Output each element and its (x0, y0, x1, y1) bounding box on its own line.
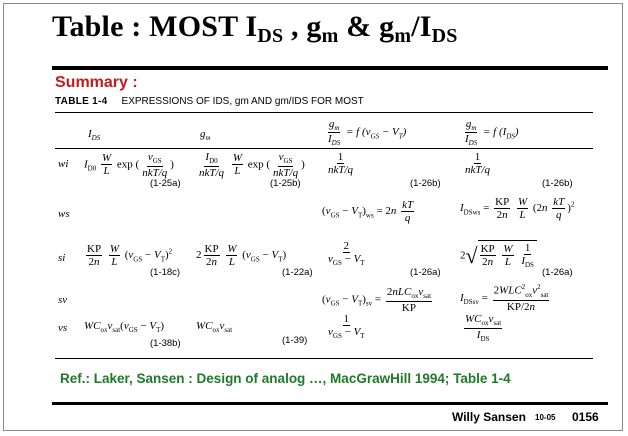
eqn-number: (1-22a) (282, 267, 313, 278)
eqn-number: (1-26a) (410, 267, 441, 278)
table-header-rule (55, 148, 593, 149)
eqn-number: (1-25a) (150, 178, 181, 189)
table-bottom-rule (55, 358, 593, 359)
row-label-wi: wi (58, 158, 69, 170)
row-label-si: si (58, 252, 66, 264)
formula-vs-gm-ids-ids: $\frac{WC_{ox}v_{sat}}{I_{DS}}$ (465, 313, 502, 344)
eqn-number: (1-25b) (270, 178, 301, 189)
table-caption-text: EXPRESSIONS OF IDS, gm AND gm/IDS FOR MOST (121, 96, 364, 107)
table-caption (55, 96, 364, 107)
formula-si-gm: 2 $\frac{KP}{2n}$ $\frac{W}{L}$ $(v_{GS} - V_T)$ (196, 243, 287, 269)
eqn-number: (1-26b) (410, 178, 441, 189)
formula-sv-gm-ids-vgs: $(v_{GS} - V_T)_{sv}$ = $\frac{2nLC_{ox}v_{sat}}{KP}$ (322, 286, 432, 314)
eqn-number: (1-38b) (150, 338, 181, 349)
eqn-number: (1-26b) (542, 178, 573, 189)
title-underline (52, 66, 608, 70)
formula-wi-gm: $\frac{I_{D0}}{\text{nkT/q}}$ $\frac{W}{L}$ exp ( $\frac{v_{GS}}{\text{nkT/q}}$ ) (199, 151, 305, 179)
eqn-number: (1-26a) (542, 267, 573, 278)
formula-si-gm-ids-ids: 2√ $\frac{KP}{2n}$ $\frac{W}{L}$ $\frac{1}{I_{DS}}$ (460, 240, 537, 270)
formula-wi-gm-ids-vgs: $\frac{1}{\text{nkT/q}}$ (328, 151, 354, 177)
formula-wi-gm-ids-ids: $\frac{1}{\text{nkT/q}}$ (465, 151, 491, 177)
col-header-ids: $I_{DS}$ (88, 128, 101, 143)
slide-date: 10-05 (535, 413, 556, 422)
reference-text: Ref.: Laker, Sansen : Design of analog …, MacGrawHill 1994; Table 1-4 (60, 371, 511, 386)
table-top-rule (55, 112, 593, 113)
slide-title: Table : MOST $I_{DS}$ , $g_m$ & $g_m/I_{DS}$ (52, 10, 458, 47)
formula-si-gm-ids-vgs: $\frac{2}{v_{GS} - V_T}$ (328, 240, 365, 268)
col-header-gm-ids-ids: $\frac{g_m}{I_{DS}}$ = f $(I_{DS})$ (465, 118, 519, 148)
row-label-ws: ws (58, 208, 70, 220)
row-label-vs: vs (58, 322, 68, 334)
col-header-gm: $g_m$ (200, 128, 211, 143)
formula-ws-gm-ids-ids: $I_{DSws}$ = $\frac{KP}{2n}$ $\frac{W}{L}$ (2n $\frac{kT}{q}$ )$^2$ (460, 196, 575, 222)
formula-si-ids: $\frac{KP}{2n}$ $\frac{W}{L}$ $(v_{GS} - V_T)^2$ (87, 243, 173, 269)
table-number: TABLE 1-4 (55, 96, 108, 107)
formula-vs-gm-ids-vgs: $\frac{1}{v_{GS} - V_T}$ (328, 313, 365, 341)
formula-vs-ids: $WC_{ox}v_{sat}(v_{GS} - V_T)$ (84, 320, 165, 335)
footer-rule (52, 402, 608, 405)
col-header-gm-ids-vgs: $\frac{g_m}{I_{DS}}$ = f $(v_{GS} - V_T)$ (328, 118, 407, 148)
author-name: Willy Sansen (452, 410, 526, 424)
formula-wi-ids: $I_{D0}$ $\frac{W}{L}$ exp ( $\frac{v_{GS}}{\text{nkT/q}}$ ) (84, 151, 174, 179)
eqn-number: (1-39) (282, 335, 308, 346)
formula-sv-gm-ids-ids: $I_{DSsv}$ = $\frac{2WLC^2_{ox}v^2_{sat}}{KP/2n}$ (460, 283, 549, 313)
slide-number: 0156 (572, 410, 599, 424)
row-label-sv: sv (58, 294, 68, 306)
eqn-number: (1-18c) (150, 267, 181, 278)
formula-ws-gm-ids-vgs: $(v_{GS} - V_T)_{ws} = 2n$ $\frac{kT}{q}$ (322, 199, 414, 225)
formula-vs-gm: $WC_{ox}v_{sat}$ (196, 320, 233, 335)
summary-heading: Summary : (55, 74, 138, 91)
